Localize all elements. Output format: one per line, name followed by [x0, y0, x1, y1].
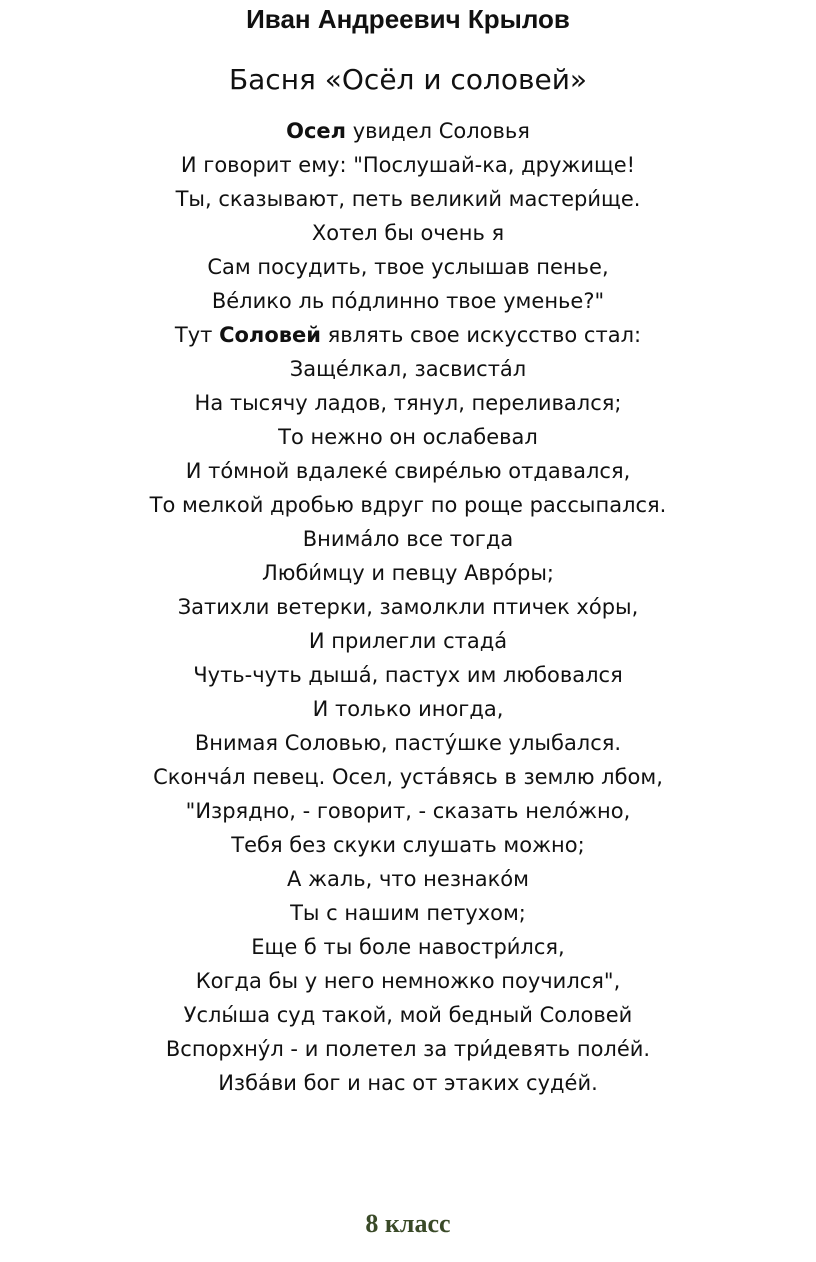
poem-line-text: А жаль, что незнако́м — [287, 867, 529, 891]
poem-line — [0, 386, 816, 420]
poem-line — [0, 1066, 816, 1100]
poem-line — [0, 352, 816, 386]
poem-line-text: Тебя без скуки слушать можно; — [231, 833, 585, 857]
poem-line — [0, 828, 816, 862]
poem-line-text: То мелкой дробью вдруг по роще рассыпался. — [149, 493, 667, 517]
poem-line-text: Когда бы у него немножко поучился", — [195, 969, 621, 993]
poem-line — [0, 624, 816, 658]
poem-line — [0, 488, 816, 522]
poem-line-text: Ты с нашим петухом; — [290, 901, 526, 925]
poem-line-text: То нежно он ослабевал — [278, 425, 538, 449]
poem-line-text: На тысячу ладов, тянул, переливался; — [194, 391, 622, 415]
poem-line — [0, 794, 816, 828]
poem-line — [0, 114, 816, 148]
poem-line — [0, 964, 816, 998]
poem-line — [0, 692, 816, 726]
poem-line-text: "Изрядно, - говорит, - сказать нело́жно, — [185, 799, 631, 823]
poem-line-text: И то́мной вдалеке́ свире́лью отдавался, — [185, 459, 631, 483]
poem-line-text: Еще б ты боле навостри́лся, — [251, 935, 565, 959]
poem-line-text: Затихли ветерки, замолкли птичек хо́ры, — [177, 595, 639, 619]
poem-line-text: Хотел бы очень я — [311, 221, 505, 245]
poem-line-text: Ве́лико ль по́длинно твое уменье?" — [211, 289, 605, 313]
poem-line — [0, 216, 816, 250]
poem-line-bold-word: Соловей — [219, 323, 321, 347]
poem-line — [0, 998, 816, 1032]
poem-line-text: являть свое искусство стал: — [321, 323, 642, 347]
poem-line — [0, 454, 816, 488]
poem-line — [0, 1032, 816, 1066]
poem-line-text: Услы́ша суд такой, мой бедный Соловей — [183, 1003, 633, 1027]
poem-line-text: Внима́ло все тогда — [302, 527, 514, 551]
poem-line — [0, 590, 816, 624]
poem-line-text: увидел Соловья — [346, 119, 530, 143]
poem-line — [0, 522, 816, 556]
poem-line-text: И только иногда, — [312, 697, 504, 721]
poem-line — [0, 148, 816, 182]
poem-line-prefix: Тут — [174, 323, 220, 347]
poem-line-bold-word: Осел — [286, 119, 347, 143]
poem-line — [0, 896, 816, 930]
poem-line-text: Вспорхну́л - и полетел за три́девять поле́й. — [165, 1037, 651, 1061]
poem-line-text: Изба́ви бог и нас от этаких суде́й. — [218, 1071, 598, 1095]
author-name: Иван Андреевич Крылов — [246, 4, 570, 34]
poem-line — [0, 658, 816, 692]
poem-line-text: И говорит ему: "Послушай-ка, дружище! — [180, 153, 636, 177]
grade-label: 8 класс — [365, 1209, 451, 1238]
poem-line — [0, 318, 816, 352]
poem-line — [0, 250, 816, 284]
poem-line-text: Заще́лкал, засвиста́л — [289, 357, 527, 381]
poem-body — [0, 114, 816, 1100]
poem-line — [0, 420, 816, 454]
poem-line-text: И прилегли стада́ — [308, 629, 508, 653]
poem-line-text: Чуть-чуть дыша́, пастух им любовался — [193, 663, 623, 687]
poem-line — [0, 862, 816, 896]
poem-line — [0, 556, 816, 590]
poem-line — [0, 760, 816, 794]
poem-line — [0, 182, 816, 216]
poem-line-text: Сконча́л певец. Осел, уста́вясь в землю лбом, — [153, 765, 663, 789]
poem-line — [0, 284, 816, 318]
poem-line — [0, 726, 816, 760]
poem-line-text: Люби́мцу и певцу Авро́ры; — [262, 561, 554, 585]
poem-line — [0, 930, 816, 964]
poem-line-text: Ты, сказывают, петь великий мастери́ще. — [175, 187, 641, 211]
poem-line-text: Сам посудить, твое услышав пенье, — [207, 255, 609, 279]
poem-line-text: Внимая Соловью, пасту́шке улыбался. — [194, 731, 622, 755]
fable-title: Басня «Осёл и соловей» — [228, 63, 588, 96]
